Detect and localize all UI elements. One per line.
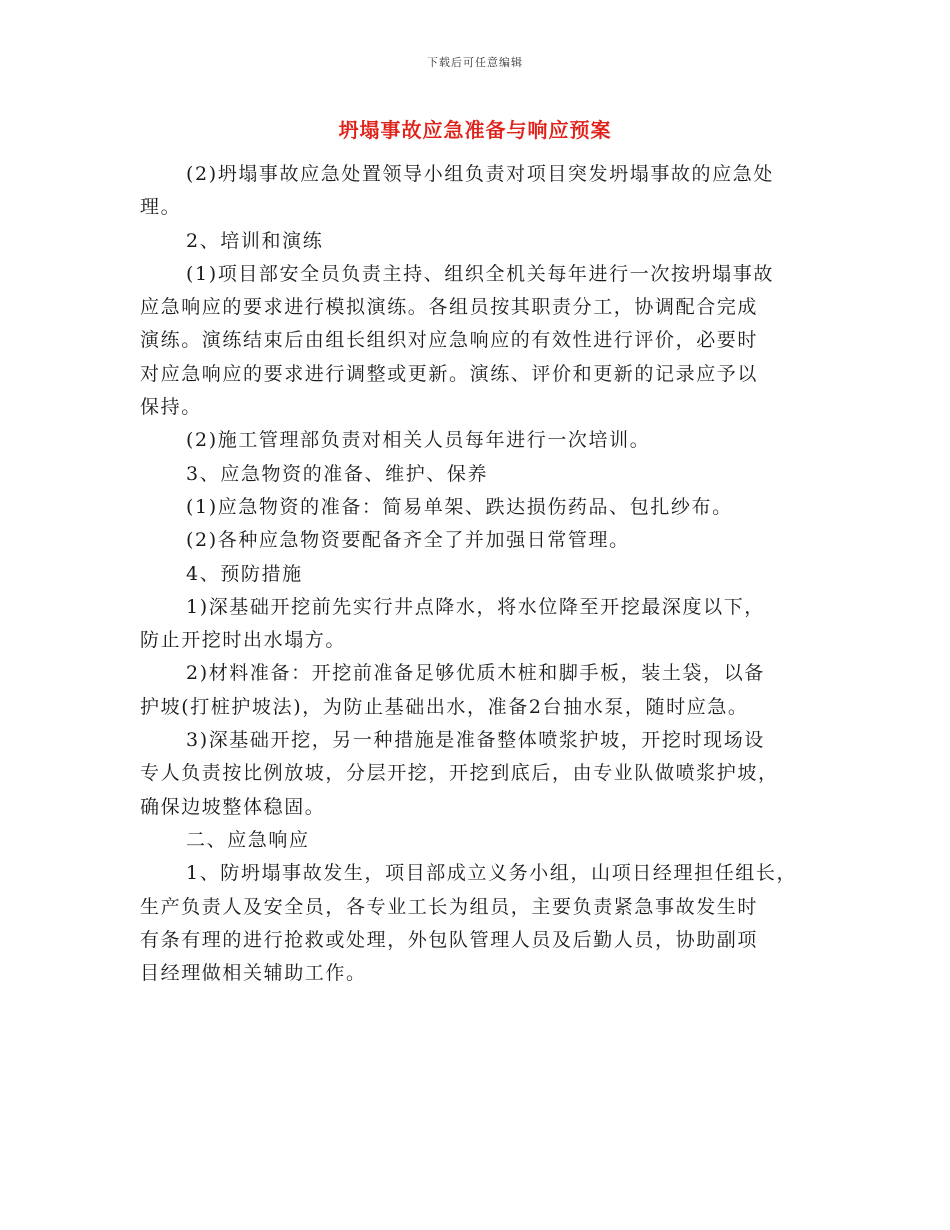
body-line: 有条有理的进行抢救或处理，外包队管理人员及后勤人员，协助副项 bbox=[140, 928, 759, 951]
body-line: 演练。演练结束后由组长组织对应急响应的有效性进行评价，必要时 bbox=[140, 329, 759, 352]
section-heading: 2、培训和演练 bbox=[186, 229, 324, 252]
body-line: 3)深基础开挖，另一种措施是准备整体喷浆护坡，开挖时现场设 bbox=[186, 729, 765, 752]
body-line: 护坡(打桩护坡法)，为防止基础出水，准备2台抽水泵，随时应急。 bbox=[140, 695, 749, 718]
body-line: (1)项目部安全员负责主持、组织全机关每年进行一次按坍塌事故 bbox=[186, 262, 774, 285]
body-line: (2)各种应急物资要配备齐全了并加强日常管理。 bbox=[186, 529, 630, 552]
body-line: (2)施工管理部负责对相关人员每年进行一次培训。 bbox=[186, 429, 651, 452]
body-line: 理。 bbox=[140, 196, 182, 219]
body-line: (2)坍塌事故应急处置领导小组负责对项目突发坍塌事故的应急处 bbox=[186, 163, 774, 185]
body-line: 2)材料准备：开挖前准备足够优质木桩和脚手板，装土袋，以备 bbox=[186, 662, 765, 685]
body-line: 防止开挖时出水塌方。 bbox=[140, 629, 347, 652]
section-heading: 二、应急响应 bbox=[186, 828, 310, 851]
body-line: 1、防坍塌事故发生，项目部成立义务小组，山项日经理担任组长， bbox=[186, 862, 798, 885]
body-line: 对应急响应的要求进行调整或更新。演练、评价和更新的记录应予以 bbox=[140, 362, 759, 385]
section-heading: 4、预防措施 bbox=[186, 562, 303, 585]
body-line: 生产负责人及安全员，各专业工长为组员，主要负责紧急事故发生时 bbox=[140, 895, 759, 918]
body-line: 专人负责按比例放坡，分层开挖，开挖到底后，由专业队做喷浆护坡， bbox=[140, 762, 779, 785]
header-note: 下载后可任意编辑 bbox=[427, 56, 523, 69]
body-line: 应急响应的要求进行模拟演练。各组员按其职责分工，协调配合完成 bbox=[140, 296, 759, 319]
body-line: 目经理做相关辅助工作。 bbox=[140, 962, 367, 985]
document-title: 坍塌事故应急准备与响应预案 bbox=[338, 118, 612, 142]
body-line: (1)应急物资的准备：简易单架、跌达损伤药品、包扎纱布。 bbox=[186, 495, 733, 518]
section-heading: 3、应急物资的准备、维护、保养 bbox=[186, 462, 489, 485]
body-line: 1)深基础开挖前先实行井点降水，将水位降至开挖最深度以下， bbox=[186, 595, 765, 618]
body-line: 保持。 bbox=[140, 396, 202, 419]
body-line: 确保边坡整体稳固。 bbox=[140, 795, 326, 818]
document-body bbox=[140, 158, 820, 990]
